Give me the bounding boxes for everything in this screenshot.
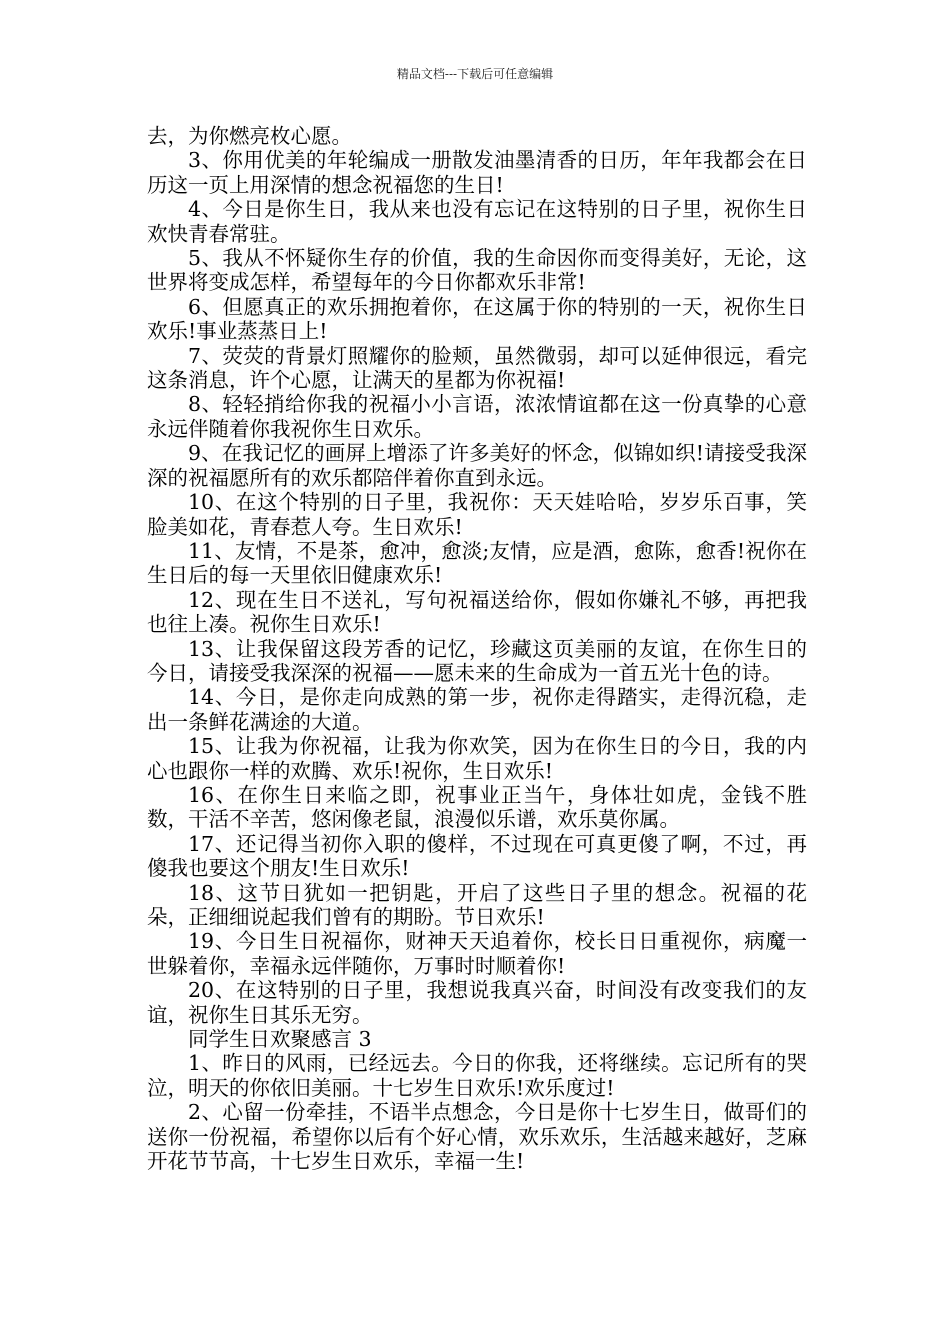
paragraph: 5、我从不怀疑你生存的价值，我的生命因你而变得美好，无论，这世界将变成怎样，希望每年的今日你都欢乐非常! <box>147 246 807 295</box>
paragraph: 6、但愿真正的欢乐拥抱着你，在这属于你的特别的一天，祝你生日欢乐!事业蒸蒸日上! <box>147 294 807 344</box>
paragraph: 去，为你燃亮枚心愿。 <box>147 124 352 148</box>
paragraph: 3、你用优美的年轮编成一册散发油墨清香的日历，年年我都会在日历这一页上用深情的想念祝福您的生日! <box>147 148 807 197</box>
paragraph: 1、昨日的风雨，已经远去。今日的你我，还将继续。忘记所有的哭泣，明天的你依旧美丽。十七岁生日欢乐!欢乐度过! <box>147 1051 807 1100</box>
paragraph: 9、在我记忆的画屏上增添了许多美好的怀念，似锦如织!请接受我深深的祝福愿所有的欢乐都陪伴着你直到永远。 <box>147 441 807 490</box>
document-body <box>147 124 807 1173</box>
paragraph: 17、还记得当初你入职的傻样，不过现在可真更傻了啊，不过，再傻我也要这个朋友!生日欢乐! <box>147 831 807 881</box>
section-heading: 同学生日欢聚感言 3 <box>188 1027 372 1052</box>
paragraph: 15、让我为你祝福，让我为你欢笑，因为在你生日的今日，我的内心也跟你一样的欢腾、欢乐!祝你，生日欢乐! <box>147 734 807 783</box>
paragraph: 2、心留一份牵挂，不语半点想念，今日是你十七岁生日，做哥们的送你一份祝福，希望你以后有个好心情，欢乐欢乐，生活越来越好，芝麻开花节节高，十七岁生日欢乐，幸福一生! <box>147 1100 807 1174</box>
paragraph: 19、今日生日祝福你，财神天天追着你，校长日日重视你，病魔一世躲着你，幸福永远伴随你，万事时时顺着你! <box>147 929 807 978</box>
paragraph: 11、友情，不是茶，愈冲，愈淡;友情，应是酒，愈陈，愈香!祝你在生日后的每一天里依旧健康欢乐! <box>147 538 807 588</box>
paragraph: 12、现在生日不送礼，写句祝福送给你，假如你嫌礼不够，再把我也往上凑。祝你生日欢乐! <box>147 587 807 637</box>
paragraph: 4、今日是你生日，我从来也没有忘记在这特别的日子里，祝你生日欢快青春常驻。 <box>147 197 807 246</box>
paragraph: 14、今日，是你走向成熟的第一步，祝你走得踏实，走得沉稳，走出一条鲜花满途的大道。 <box>147 685 807 734</box>
paragraph: 13、让我保留这段芳香的记忆，珍藏这页美丽的友谊，在你生日的今日，请接受我深深的祝福——愿未来的生命成为一首五光十色的诗。 <box>147 636 807 685</box>
paragraph: 10、在这个特别的日子里，我祝你：天天娃哈哈，岁岁乐百事，笑脸美如花，青春惹人夸。生日欢乐! <box>147 490 807 539</box>
paragraph: 20、在这特别的日子里，我想说我真兴奋，时间没有改变我们的友谊，祝你生日其乐无穷。 <box>147 978 807 1027</box>
paragraph: 18、这节日犹如一把钥匙，开启了这些日子里的想念。祝福的花朵，正细细说起我们曾有的期盼。节日欢乐! <box>147 880 807 929</box>
paragraph: 16、在你生日来临之即，祝事业正当午，身体壮如虎，金钱不胜数，干活不辛苦，悠闲像老鼠，浪漫似乐谱，欢乐莫你属。 <box>147 782 807 832</box>
page-header: 精品文档---下载后可任意编辑 <box>396 67 554 81</box>
paragraph: 8、轻轻捎给你我的祝福小小言语，浓浓情谊都在这一份真挚的心意永远伴随着你我祝你生日欢乐。 <box>147 392 807 441</box>
paragraph: 7、荧荧的背景灯照耀你的脸颊，虽然微弱，却可以延伸很远，看完这条消息，许个心愿，让满天的星都为你祝福! <box>147 343 807 393</box>
